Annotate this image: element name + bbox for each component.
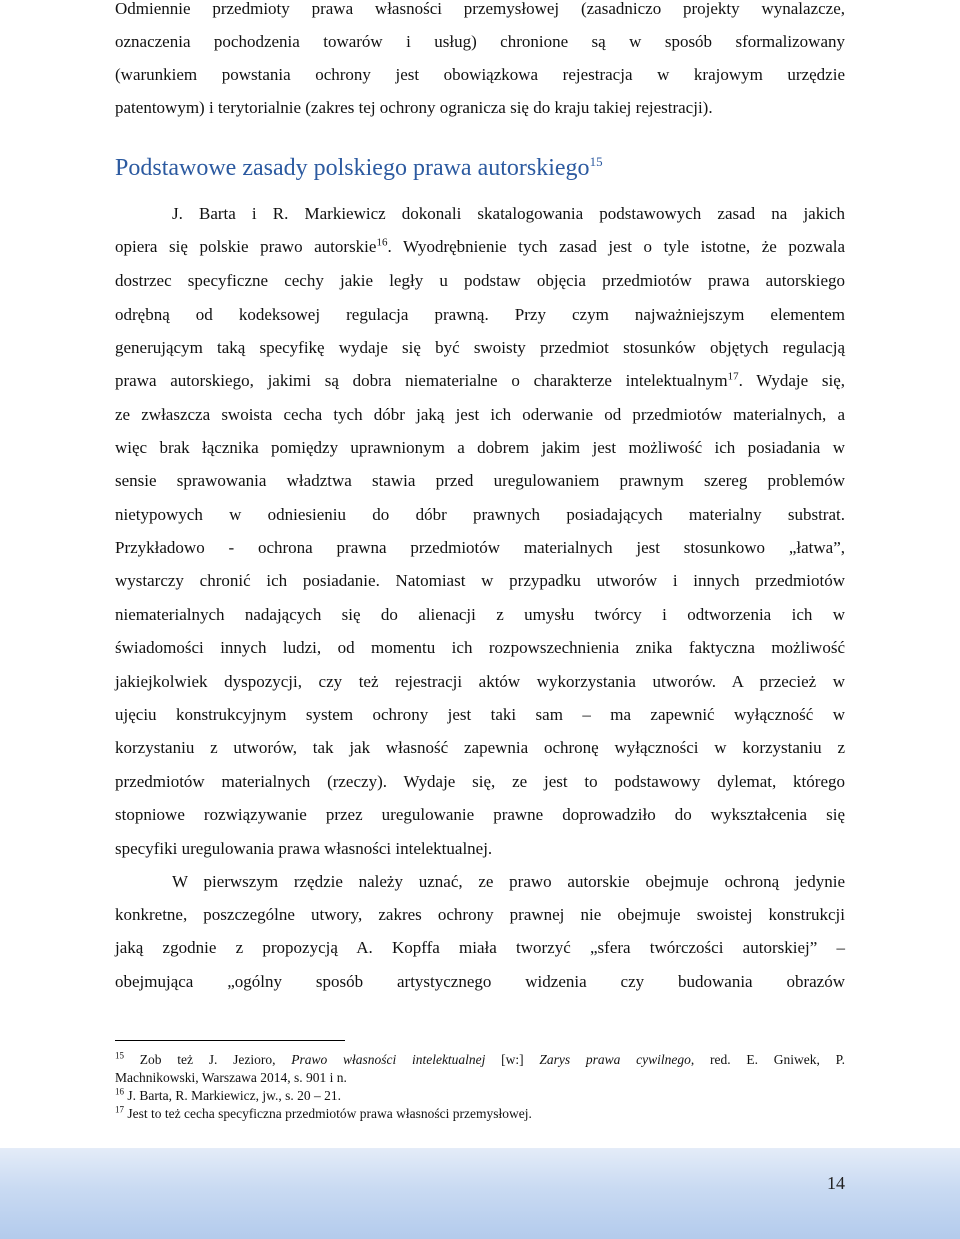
text-span: [w:] bbox=[485, 1052, 540, 1067]
footnote-15 bbox=[115, 1051, 845, 1068]
text-line: nietypowych w odniesieniu do dóbr prawnych posiadających materialny substrat. bbox=[115, 505, 845, 524]
text-line: stopniowe rozwiązywanie przez uregulowanie prawne doprowadziło do wykształcenia się bbox=[115, 805, 845, 824]
text-line: J. Barta i R. Markiewicz dokonali skatalogowania podstawowych zasad na jakich bbox=[172, 204, 845, 223]
text-line: korzystaniu z utworów, tak jak własność zapewnia ochronę wyłączności w korzystaniu z bbox=[115, 738, 845, 757]
text-line: oznaczenia pochodzenia towarów i usług) chronione są w sposób sformalizowany bbox=[115, 32, 845, 51]
text-line: patentowym) i terytorialnie (zakres tej ochrony ogranicza się do kraju takiej rejestracji). bbox=[115, 98, 713, 117]
text-line bbox=[115, 370, 845, 392]
text-span: Prawo własności intelektualnej bbox=[291, 1052, 486, 1067]
footnote-number: 15 bbox=[115, 1050, 124, 1061]
footnote-ref: 16 bbox=[376, 236, 388, 249]
text-line: dostrzec specyficzne cechy jakie legły u podstaw objęcia przedmiotów prawa autorskiego bbox=[115, 271, 845, 290]
text-line: jakiejkolwiek dyspozycji, czy też rejestracji aktów wykorzystania utworów. A przecież w bbox=[115, 672, 845, 691]
text-line: ujęciu konstrukcyjnym system ochrony jest taki sam – ma zapewnić wyłączność w bbox=[115, 705, 845, 724]
section-heading bbox=[115, 153, 603, 183]
heading-text: Podstawowe zasady polskiego prawa autorskiego bbox=[115, 155, 590, 181]
text-line bbox=[115, 236, 845, 258]
text-line: świadomości innych ludzi, od momentu ich rozpowszechnienia znika faktyczna możliwość bbox=[115, 638, 845, 657]
text-line: (warunkiem powstania ochrony jest obowiązkowa rejestracja w krajowym urzędzie bbox=[115, 65, 845, 84]
text-span: , red. E. Gniwek, P. bbox=[690, 1052, 846, 1067]
text-line: ze zwłaszcza swoista cecha tych dóbr jaką jest ich oderwanie od przedmiotów materialnych, a bbox=[115, 405, 845, 424]
text-span: prawa autorskiego, jakimi są dobra niematerialne o charakterze intelektualnym bbox=[115, 371, 728, 390]
text-line: odrębną od kodeksowej regulacja prawną. Przy czym najważniejszym elementem bbox=[115, 305, 845, 324]
text-line: generującym taką specyfikę wydaje się być swoisty przedmiot stosunków objętych regulacją bbox=[115, 338, 845, 357]
text-line: W pierwszym rzędzie należy uznać, ze prawo autorskie obejmuje ochroną jedynie bbox=[172, 872, 845, 891]
text-line: Przykładowo - ochrona prawna przedmiotów materialnych jest stosunkowo „łatwa”, bbox=[115, 538, 845, 557]
footnote-number: 17 bbox=[115, 1104, 124, 1115]
text-line: specyfiki uregulowania prawa własności intelektualnej. bbox=[115, 839, 493, 858]
footnote-ref: 15 bbox=[589, 154, 603, 169]
footnote-15-cont: Machnikowski, Warszawa 2014, s. 901 i n. bbox=[115, 1070, 347, 1085]
text-span: J. Barta, R. Markiewicz, jw., s. 20 – 21. bbox=[124, 1088, 341, 1103]
text-line: sensie sprawowania władztwa stawia przed uregulowaniem prawnym szereg problemów bbox=[115, 471, 845, 490]
text-line: jaką zgodnie z propozycją A. Kopffa miała tworzyć „sfera twórczości autorskiej” – bbox=[115, 938, 845, 957]
text-span: Jest to też cecha specyficzna przedmiotów prawa własności przemysłowej. bbox=[124, 1106, 532, 1121]
text-line: konkretne, poszczególne utwory, zakres ochrony prawnej nie obejmuje swoistej konstrukcji bbox=[115, 905, 845, 924]
text-line: Odmiennie przedmioty prawa własności przemysłowej (zasadniczo projekty wynalazcze, bbox=[115, 0, 845, 18]
text-line: przedmiotów materialnych (rzeczy). Wydaje się, ze jest to podstawowy dylemat, którego bbox=[115, 772, 845, 791]
text-line: więc brak łącznika pomiędzy uprawnionym a dobrem jakim jest możliwość ich posiadania w bbox=[115, 438, 845, 457]
text-span: . Wydaje się, bbox=[738, 371, 845, 390]
footnote-ref: 17 bbox=[727, 370, 739, 383]
text-line: wystarczy chronić ich posiadanie. Natomiast w przypadku utworów i innych przedmiotów bbox=[115, 571, 845, 590]
page-number: 14 bbox=[827, 1173, 845, 1193]
footnote-17 bbox=[115, 1105, 845, 1122]
footnote-separator bbox=[115, 1040, 345, 1041]
footnote-16 bbox=[115, 1087, 845, 1104]
footnote-number: 16 bbox=[115, 1086, 124, 1097]
text-line: obejmująca „ogólny sposób artystycznego widzenia czy budowania obrazów bbox=[115, 972, 845, 991]
text-span: Zarys prawa cywilnego bbox=[539, 1052, 691, 1067]
text-span: Zob też J. Jezioro, bbox=[124, 1052, 292, 1067]
footer-band bbox=[0, 1148, 960, 1239]
text-span: opiera się polskie prawo autorskie bbox=[115, 237, 377, 256]
text-line: niematerialnych nadających się do alienacji z umysłu twórcy i odtworzenia ich w bbox=[115, 605, 845, 624]
text-span: . Wyodrębnienie tych zasad jest o tyle istotne, że pozwala bbox=[387, 237, 846, 256]
